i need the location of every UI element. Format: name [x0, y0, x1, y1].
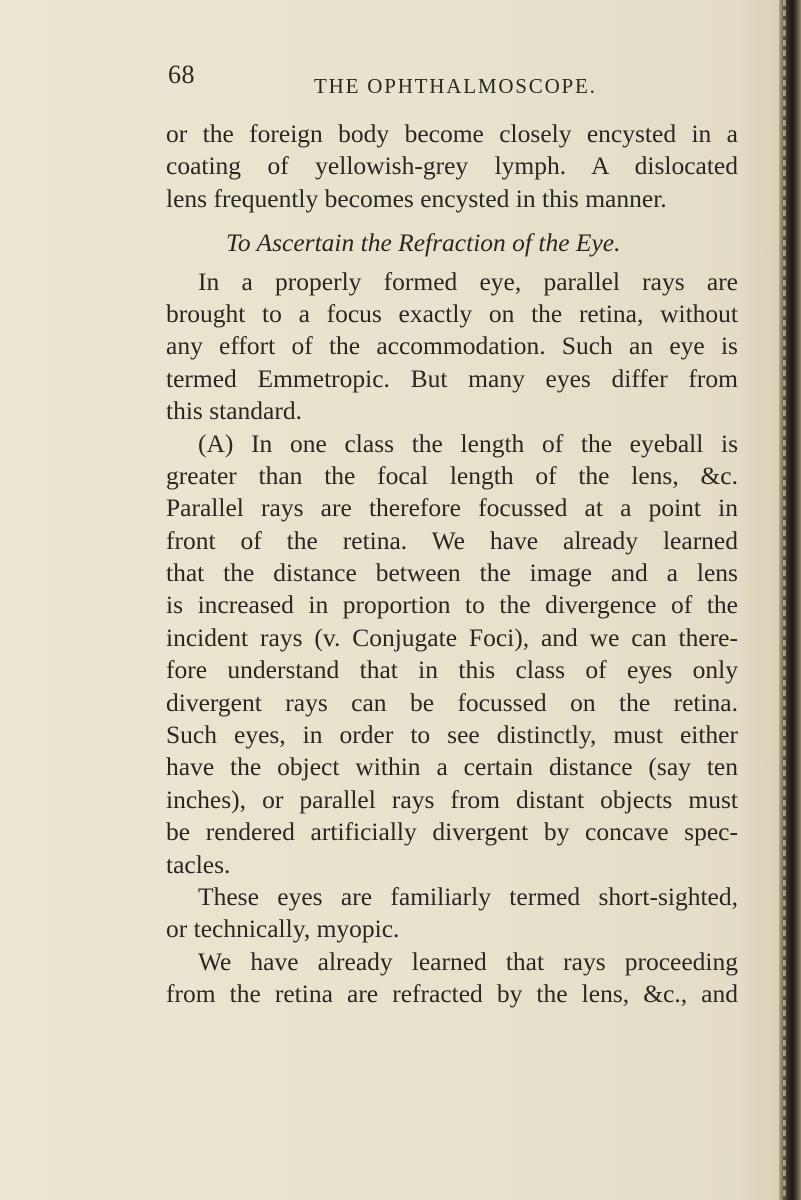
text-line: tacles. — [166, 849, 231, 879]
text-line: fore understand that in this class of eyes only — [166, 655, 738, 685]
body-text — [166, 118, 738, 1011]
text-line: (A) In one class the length of the eyeball is — [198, 428, 738, 458]
text-line: brought to a focus exactly on the retina, without — [166, 298, 738, 328]
text-line: incident rays (v. Conjugate Foci), and we can there- — [166, 622, 738, 652]
text-line: any effort of the accommodation. Such an eye is — [166, 331, 738, 361]
text-line: divergent rays can be focussed on the retina. — [166, 687, 738, 717]
text-line: that the distance between the image and a lens — [166, 558, 738, 588]
book-binding-edge — [779, 0, 801, 1200]
text-line: front of the retina. We have already learned — [166, 525, 738, 555]
paragraph-2 — [166, 266, 738, 428]
text-line: coating of yellowish-grey lymph. A dislocated — [166, 151, 738, 181]
text-line: lens frequently becomes encysted in this manner. — [166, 183, 667, 213]
text-line: These eyes are familiarly termed short-sighted, — [198, 881, 738, 911]
paragraph-3 — [166, 428, 738, 881]
section-heading: To Ascertain the Refraction of the Eye. — [226, 228, 621, 258]
page-number: 68 — [168, 60, 195, 89]
text-line: termed Emmetropic. But many eyes differ from — [166, 363, 738, 393]
page-header — [0, 60, 801, 100]
text-line: Such eyes, in order to see distinctly, must either — [166, 720, 738, 750]
text-line: is increased in proportion to the divergence of the — [166, 590, 738, 620]
text-line: We have already learned that rays proceeding — [198, 946, 738, 976]
paragraph-4 — [166, 881, 738, 946]
text-line: In a properly formed eye, parallel rays are — [198, 266, 738, 296]
text-line: this standard. — [166, 396, 302, 426]
text-line: from the retina are refracted by the lens, &c., and — [166, 979, 738, 1009]
paragraph-5 — [166, 946, 738, 1011]
running-head: THE OPHTHALMOSCOPE. — [314, 74, 597, 98]
text-line: Parallel rays are therefore focussed at a point in — [166, 493, 738, 523]
text-line: be rendered artificially divergent by concave spec- — [166, 817, 738, 847]
text-line: or the foreign body become closely encysted in a — [166, 119, 738, 148]
text-line: inches), or parallel rays from distant objects must — [166, 784, 738, 814]
text-line: or technically, myopic. — [166, 914, 400, 944]
paragraph-1 — [166, 118, 738, 215]
text-line: greater than the focal length of the lens, &c. — [166, 460, 738, 490]
text-line: have the object within a certain distance (say ten — [166, 752, 738, 782]
